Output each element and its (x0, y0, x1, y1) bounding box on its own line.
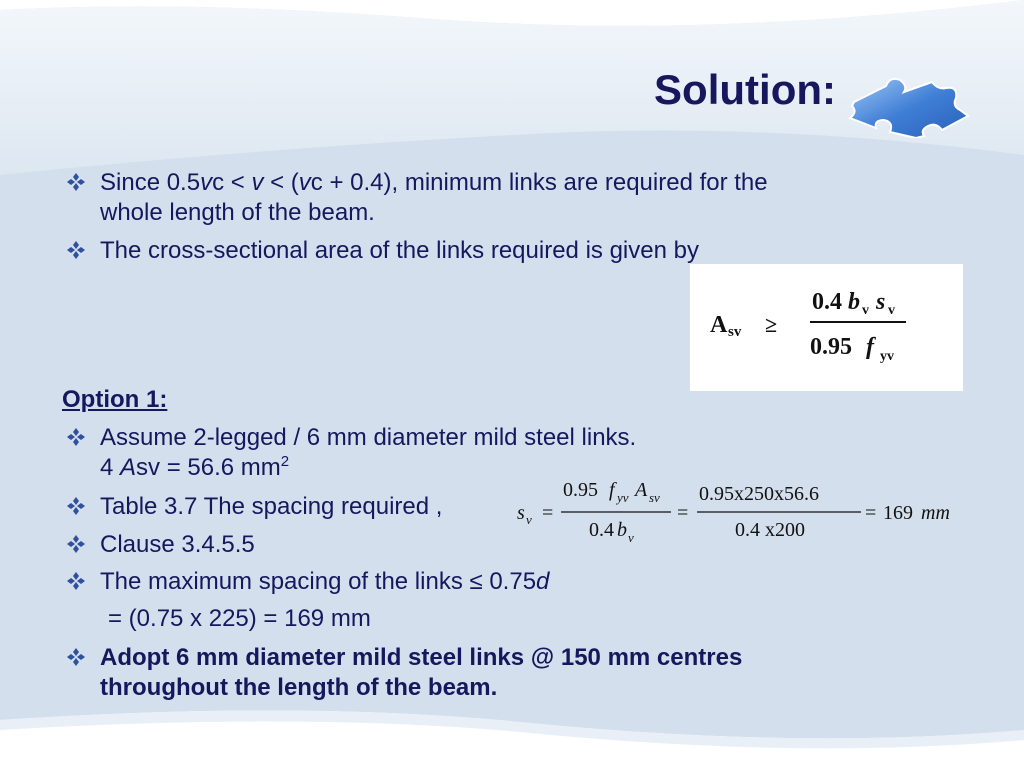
equals-3: = (865, 502, 877, 524)
diamond-bullet-icon (66, 427, 86, 447)
asv-den-f-sub: yv (880, 349, 894, 364)
bullet-text-1: Since 0.5vc < v < (vc + 0.4), minimum links are required for the (100, 169, 768, 196)
slide-title: Solution: (654, 66, 836, 113)
asv-lhs-sub: sv (728, 324, 742, 340)
den-2: 0.4 x200 (735, 519, 805, 541)
equals-1: = (542, 502, 554, 524)
diamond-bullet-icon (66, 571, 86, 591)
asv-num-coef: 0.4 (812, 289, 842, 315)
num-f-sub: yv (617, 490, 629, 505)
equals-2: = (677, 502, 689, 524)
bullet-text-3-cont: 4 Asv = 56.6 $mm^2$ (100, 453, 290, 481)
diamond-bullet-icon (66, 240, 86, 260)
num-A-sub: sv (649, 490, 660, 505)
asv-num-s: s (876, 289, 886, 315)
diamond-bullet-icon (66, 647, 86, 667)
sv-symbol: s (517, 502, 525, 524)
asv-equation (690, 264, 963, 391)
bullet-text-3: Assume 2-legged / 6 mm diameter mild steel links. (100, 424, 637, 451)
diamond-bullet-icon (66, 496, 86, 516)
option-heading: Option 1: (62, 386, 168, 413)
den-coef: 0.4 (589, 519, 614, 541)
num-coef: 0.95 (563, 479, 598, 501)
bullet-text-2: The cross-sectional area of the links required is given by (100, 237, 699, 264)
result-unit: mm (921, 502, 950, 524)
den-b: b (617, 519, 627, 541)
bullet-text-6: The maximum spacing of the links ≤ 0.75d (100, 568, 550, 595)
asv-operator: ≥ (765, 312, 778, 337)
asv-den-f: f (866, 334, 874, 360)
asv-num-b: b (848, 289, 860, 315)
asv-lhs: A (710, 312, 728, 338)
bullet-text-7-cont: throughout the length of the beam. (100, 674, 498, 701)
bullet-text-7: Adopt 6 mm diameter mild steel links @ 150 mm centres (100, 644, 743, 671)
num-2: 0.95x250x56.6 (699, 483, 819, 505)
bullet-text-4: Table 3.7 The spacing required , (100, 493, 443, 520)
sv-sub: v (526, 512, 532, 527)
num-f: f (609, 479, 615, 501)
result-value: 169 (883, 502, 913, 524)
asv-num-b-sub: v (862, 303, 869, 318)
spacing-formula (515, 476, 963, 542)
bullet-text-6-cont: = (0.75 x 225) = 169 mm (108, 605, 371, 632)
num-A: A (635, 479, 648, 501)
puzzle-piece-icon (846, 72, 974, 138)
diamond-bullet-icon (66, 172, 86, 192)
den-b-sub: v (628, 530, 634, 542)
diamond-bullet-icon (66, 534, 86, 554)
asv-den-coef: 0.95 (810, 334, 852, 360)
bullet-text-5: Clause 3.4.5.5 (100, 531, 255, 558)
bullet-text-1-cont: whole length of the beam. (100, 199, 375, 226)
asv-num-s-sub: v (888, 303, 895, 318)
